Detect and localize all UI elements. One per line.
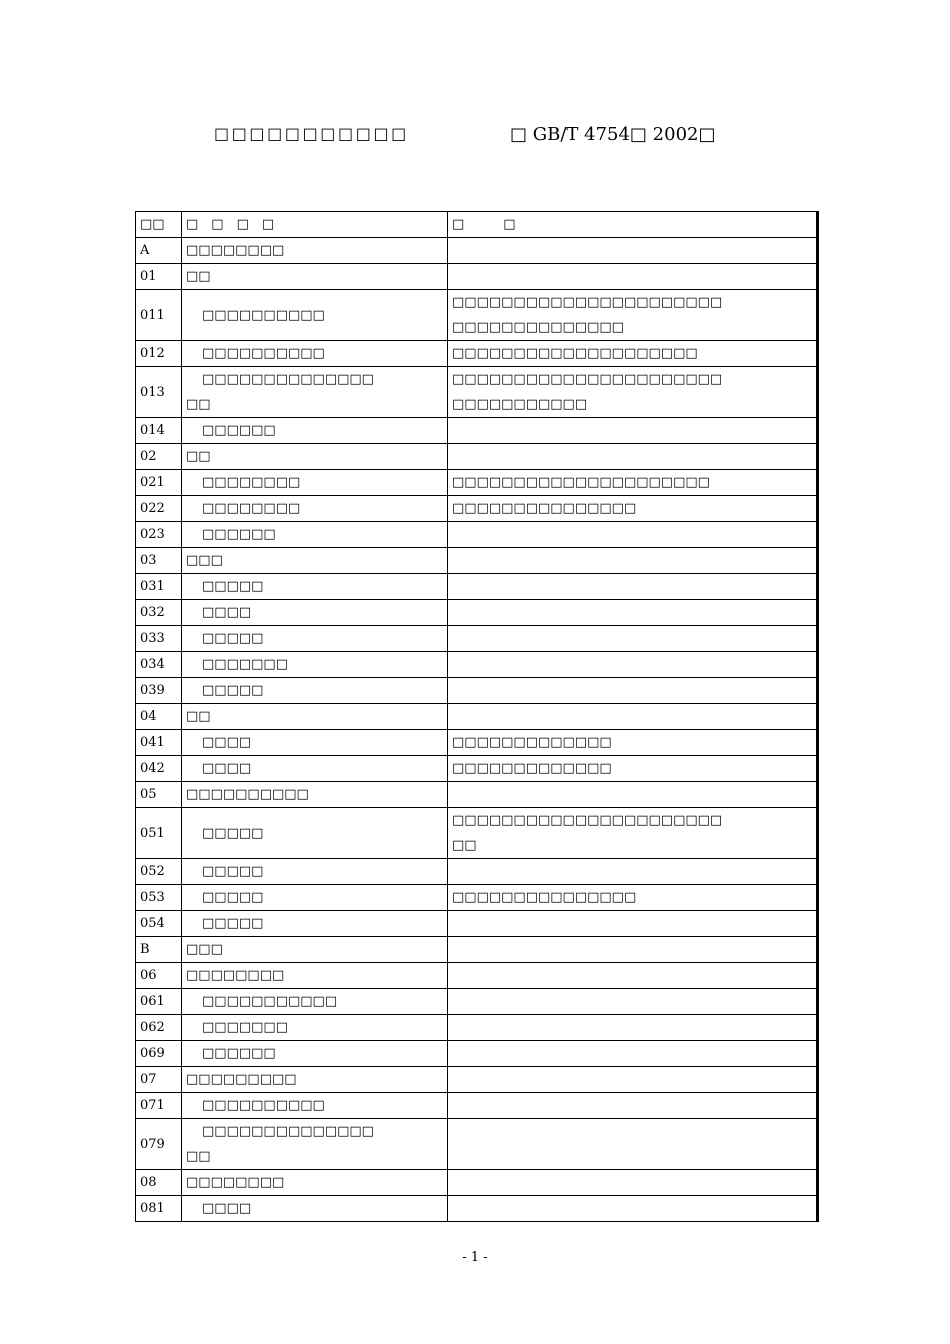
row-name — [182, 548, 448, 574]
row-code: 039 — [136, 678, 182, 704]
row-name-line: □□□□□□□□□□□ — [202, 994, 338, 1009]
table-row — [136, 548, 818, 574]
row-name — [182, 496, 448, 522]
row-code: 08 — [136, 1170, 182, 1196]
table-row — [136, 730, 818, 756]
row-code: 031 — [136, 574, 182, 600]
table-row — [136, 1093, 818, 1119]
row-code: 06 — [136, 963, 182, 989]
classification-table — [135, 211, 819, 1222]
row-name — [182, 444, 448, 470]
row-name-line: □□□□□□□□ — [186, 1175, 285, 1190]
row-code: 061 — [136, 989, 182, 1015]
table-row — [136, 1196, 818, 1222]
row-note — [448, 264, 818, 290]
row-code: 022 — [136, 496, 182, 522]
row-name — [182, 367, 448, 418]
row-code: 034 — [136, 652, 182, 678]
row-name-line-2: □□ — [186, 1149, 211, 1164]
row-note-line-2: □□ — [452, 838, 477, 853]
row-name-line: □□□□□□ — [202, 527, 276, 542]
row-name-line: □□□□□□ — [202, 1046, 276, 1061]
row-code: 079 — [136, 1119, 182, 1170]
row-name-line: □□□□□□□□□□ — [202, 346, 325, 361]
row-name — [182, 911, 448, 937]
row-note — [448, 600, 818, 626]
row-code: 013 — [136, 367, 182, 418]
table-row — [136, 937, 818, 963]
row-note — [448, 989, 818, 1015]
row-name-line: □□□□□□□ — [202, 657, 288, 672]
row-name — [182, 574, 448, 600]
row-note-line: □□□□□□□□□□□□□□□□□□□□□ — [452, 475, 710, 490]
row-name-line: □□□□□□□□□□ — [186, 787, 309, 802]
row-code: 014 — [136, 418, 182, 444]
row-note — [448, 367, 818, 418]
row-name — [182, 937, 448, 963]
row-code: 023 — [136, 522, 182, 548]
row-note — [448, 963, 818, 989]
row-name-line: □□□□□□□□□□□□□□ — [202, 1124, 374, 1139]
row-code: 033 — [136, 626, 182, 652]
table-row — [136, 574, 818, 600]
row-name — [182, 1196, 448, 1222]
row-name-line: □□□□□ — [202, 631, 264, 646]
row-name-line-2: □□ — [186, 397, 211, 412]
table-row — [136, 1067, 818, 1093]
row-name-line: □□□□ — [202, 735, 252, 750]
row-note — [448, 911, 818, 937]
table-row — [136, 1119, 818, 1170]
row-name — [182, 522, 448, 548]
row-note — [448, 859, 818, 885]
document-title: □□□□□□□□□□□ — [214, 124, 409, 143]
table-row — [136, 496, 818, 522]
row-code: 054 — [136, 911, 182, 937]
row-code: B — [136, 937, 182, 963]
table-row — [136, 678, 818, 704]
row-note — [448, 444, 818, 470]
column-header-note: □ □ — [448, 212, 818, 238]
row-code: 032 — [136, 600, 182, 626]
row-note-line: □□□□□□□□□□□□□□□□□□□□□□ — [452, 295, 723, 310]
table-row — [136, 885, 818, 911]
row-note — [448, 756, 818, 782]
row-note — [448, 470, 818, 496]
row-name-line: □□□□ — [202, 1201, 252, 1216]
table-row — [136, 911, 818, 937]
row-name — [182, 808, 448, 859]
row-note — [448, 652, 818, 678]
row-name-line: □□□□□□□□□□□□□□ — [202, 372, 374, 387]
row-note — [448, 1119, 818, 1170]
row-name — [182, 859, 448, 885]
row-note — [448, 1041, 818, 1067]
table-row — [136, 600, 818, 626]
row-note-line: □□□□□□□□□□□□□□□□□□□□□□ — [452, 813, 723, 828]
row-name — [182, 1041, 448, 1067]
standard-number: □ GB/T 4754□ 2002□ — [510, 124, 716, 145]
row-name-line: □□□□□□□□ — [202, 475, 301, 490]
table-row — [136, 341, 818, 367]
row-name-line: □□□□□ — [202, 579, 264, 594]
table-row — [136, 290, 818, 341]
row-name — [182, 652, 448, 678]
row-code: 05 — [136, 782, 182, 808]
row-name-line: □□□□ — [202, 605, 252, 620]
row-note — [448, 1067, 818, 1093]
row-note-line: □□□□□□□□□□□□□□□□□□□□□□ — [452, 372, 723, 387]
row-name — [182, 1119, 448, 1170]
row-name-line: □□ — [186, 709, 211, 724]
row-note — [448, 1170, 818, 1196]
row-code: A — [136, 238, 182, 264]
row-name-line: □□□□ — [202, 761, 252, 776]
row-name — [182, 290, 448, 341]
row-note-line: □□□□□□□□□□□□□ — [452, 735, 612, 750]
row-code: 081 — [136, 1196, 182, 1222]
table-row — [136, 264, 818, 290]
row-name — [182, 989, 448, 1015]
row-note — [448, 238, 818, 264]
row-code: 012 — [136, 341, 182, 367]
row-code: 041 — [136, 730, 182, 756]
table-row — [136, 444, 818, 470]
row-note — [448, 782, 818, 808]
row-name — [182, 238, 448, 264]
row-name — [182, 885, 448, 911]
row-name-line: □□□ — [186, 553, 223, 568]
row-note — [448, 678, 818, 704]
row-code: 011 — [136, 290, 182, 341]
row-name — [182, 678, 448, 704]
row-name — [182, 704, 448, 730]
row-name — [182, 600, 448, 626]
table-row — [136, 989, 818, 1015]
row-name — [182, 1170, 448, 1196]
row-code: 069 — [136, 1041, 182, 1067]
row-code: 04 — [136, 704, 182, 730]
row-name — [182, 418, 448, 444]
row-name — [182, 264, 448, 290]
row-note-line: □□□□□□□□□□□□□□□ — [452, 501, 637, 516]
row-note — [448, 574, 818, 600]
row-name-line: □□□□□□□ — [202, 1020, 288, 1035]
table-row — [136, 704, 818, 730]
row-name — [182, 963, 448, 989]
row-note — [448, 1015, 818, 1041]
row-name-line: □□ — [186, 269, 211, 284]
row-name-line: □□□□□□□□□ — [186, 1072, 297, 1087]
table-header-row — [136, 212, 818, 238]
row-name — [182, 730, 448, 756]
row-note-line: □□□□□□□□□□□□□ — [452, 761, 612, 776]
row-code: 01 — [136, 264, 182, 290]
row-code: 071 — [136, 1093, 182, 1119]
row-name — [182, 782, 448, 808]
row-code: 02 — [136, 444, 182, 470]
row-note-line-2: □□□□□□□□□□□□□□ — [452, 320, 624, 335]
table-row — [136, 859, 818, 885]
row-note — [448, 730, 818, 756]
table-row — [136, 963, 818, 989]
row-name-line: □□□ — [186, 942, 223, 957]
row-code: 07 — [136, 1067, 182, 1093]
row-code: 042 — [136, 756, 182, 782]
table-row — [136, 367, 818, 418]
row-note-line: □□□□□□□□□□□□□□□ — [452, 890, 637, 905]
row-code: 021 — [136, 470, 182, 496]
page-number: - 1 - — [462, 1250, 488, 1265]
table-row — [136, 470, 818, 496]
row-code: 03 — [136, 548, 182, 574]
row-note — [448, 522, 818, 548]
table-row — [136, 418, 818, 444]
row-name-line: □□□□□□ — [202, 423, 276, 438]
row-note — [448, 341, 818, 367]
row-code: 062 — [136, 1015, 182, 1041]
row-name — [182, 1015, 448, 1041]
table-row — [136, 1015, 818, 1041]
row-name-line: □□□□□ — [202, 890, 264, 905]
row-code: 053 — [136, 885, 182, 911]
row-name — [182, 1093, 448, 1119]
row-note-line: □□□□□□□□□□□□□□□□□□□□ — [452, 346, 698, 361]
row-name-line: □□□□□ — [202, 825, 264, 841]
row-note — [448, 937, 818, 963]
row-note — [448, 704, 818, 730]
row-code: 051 — [136, 808, 182, 859]
row-note — [448, 808, 818, 859]
row-name-line: □□□□□ — [202, 683, 264, 698]
row-note — [448, 1093, 818, 1119]
row-note-line-2: □□□□□□□□□□□ — [452, 397, 588, 412]
table-row — [136, 652, 818, 678]
table-row — [136, 626, 818, 652]
row-name — [182, 470, 448, 496]
row-note — [448, 885, 818, 911]
table-row — [136, 782, 818, 808]
row-name-line: □□□□□□□□□□ — [202, 1098, 325, 1113]
row-name-line: □□ — [186, 449, 211, 464]
row-note — [448, 548, 818, 574]
table-row — [136, 1041, 818, 1067]
row-note — [448, 1196, 818, 1222]
column-header-name: □ □ □ □ — [182, 212, 448, 238]
table-row — [136, 756, 818, 782]
row-name-line: □□□□□ — [202, 864, 264, 879]
table-row — [136, 1170, 818, 1196]
row-name — [182, 756, 448, 782]
row-name-line: □□□□□□□□□□ — [202, 307, 325, 323]
row-name — [182, 341, 448, 367]
table-row — [136, 808, 818, 859]
table-row — [136, 522, 818, 548]
table-row — [136, 238, 818, 264]
row-code: 052 — [136, 859, 182, 885]
column-header-code: □□ — [136, 212, 182, 238]
row-name-line: □□□□□□□□ — [186, 243, 285, 258]
row-note — [448, 418, 818, 444]
row-name-line: □□□□□ — [202, 916, 264, 931]
row-name-line: □□□□□□□□ — [186, 968, 285, 983]
row-note — [448, 626, 818, 652]
row-name — [182, 1067, 448, 1093]
row-name-line: □□□□□□□□ — [202, 501, 301, 516]
row-name — [182, 626, 448, 652]
row-note — [448, 290, 818, 341]
row-note — [448, 496, 818, 522]
